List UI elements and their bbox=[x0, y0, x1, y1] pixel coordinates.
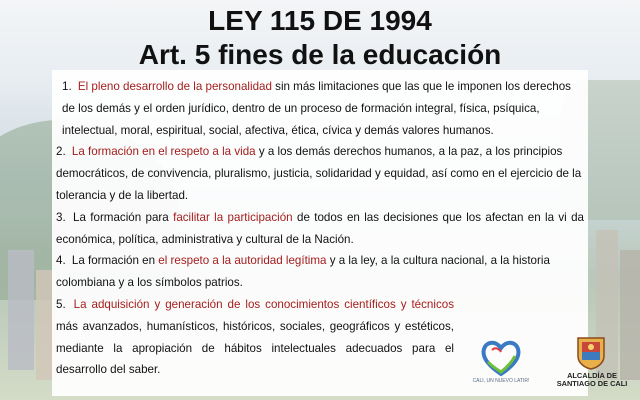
fines-list bbox=[56, 76, 584, 381]
alcaldia-logo bbox=[548, 336, 636, 398]
item-highlight: La formación en el respeto a la vida bbox=[71, 145, 256, 159]
background-building bbox=[8, 250, 34, 370]
title-line-1: LEY 115 DE 1994 bbox=[208, 5, 432, 36]
alcaldia-line-2: SANTIAGO DE CALI bbox=[556, 379, 628, 388]
item-highlight: facilitar la participación bbox=[173, 210, 293, 224]
alcaldia-line-1: ALCALDÍA DE bbox=[567, 371, 617, 380]
item-highlight: El pleno desarrollo de la personalidad bbox=[77, 80, 272, 93]
item-highlight: La adquisición y generación de los conocimientos científicos y técnicos bbox=[73, 297, 454, 311]
alcaldia-shield-icon bbox=[576, 336, 606, 370]
item-number: 1. bbox=[62, 80, 72, 93]
cali-logo bbox=[466, 338, 536, 398]
item-text: y a los demás derechos humanos, a la paz, a los principios democráticos, de convivencia, pluralismo, justicia, solidaridad y equidad, así como en el ejercicio de la tolerancia y de la libertad. bbox=[56, 145, 582, 202]
item-text: sin más limitaciones que las que le imponen los derechos de los demás y el orden jurídico, dentro de un proceso de formación integral, física, psíquica, intelectual, moral, espiritual, social, afectiva, ética, cívica y demás valores humanos. bbox=[62, 80, 571, 137]
item-number: 2. bbox=[56, 145, 66, 159]
list-item-3 bbox=[56, 207, 584, 251]
slide-title bbox=[0, 4, 640, 72]
alcaldia-caption bbox=[548, 372, 636, 388]
cali-heart-logo-icon bbox=[480, 338, 522, 378]
title-line-2: Art. 5 fines de la educación bbox=[138, 39, 502, 70]
item-text: y a la ley, a la cultura nacional, a la historia colombiana y a los símbolos patrios. bbox=[56, 254, 550, 290]
item-text: de todos en las decisiones que los afectan en la vi da económica, política, administrativa y cultural de la Nación. bbox=[56, 210, 585, 246]
item-text: más avanzados, humanísticos, históricos, sociales, geográficos y estéticos, mediante la apropiación de hábitos intelectuales adecuados para el desarrollo del saber. bbox=[56, 319, 454, 377]
item-text-before: La formación para bbox=[68, 210, 174, 224]
item-highlight: el respeto a la autoridad legítima bbox=[158, 254, 327, 268]
item-number: 5. bbox=[56, 297, 66, 311]
item-text-before: La formación en bbox=[68, 254, 159, 268]
item-number: 4. bbox=[56, 254, 66, 268]
cali-logo-caption: CALI, UN NUEVO LATIR! bbox=[472, 378, 530, 384]
list-item-4 bbox=[56, 250, 584, 294]
list-item-1 bbox=[56, 76, 584, 141]
item-number: 3. bbox=[56, 210, 66, 224]
list-item-2 bbox=[56, 141, 584, 206]
